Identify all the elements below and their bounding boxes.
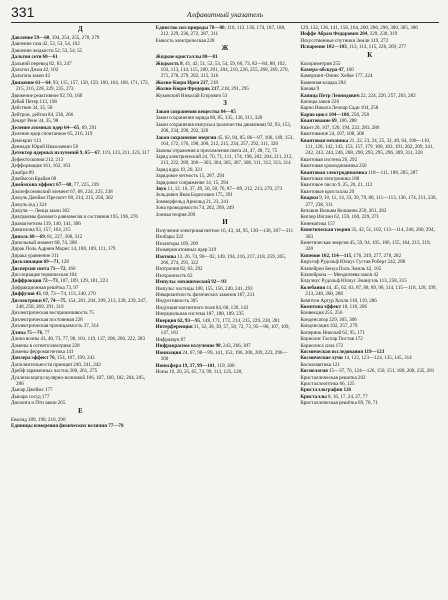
index-entry-pages: Кинематика 157 [300,220,336,227]
index-entry-term: Диэлектрики 67, 74—75 [11,297,66,304]
index-entry-pages: Изомерия атомных ядер 319 [155,247,217,254]
index-entry-pages: Конденсация 102, 257, 279 [300,323,358,330]
index-entry-pages: 24, 67, 98—99, 141, 152, 196, 200, 209, 223, 296—300 [160,349,288,363]
index-entry-pages: 15—37, 76, 124—126, 150, 151, 188, 200, 235, 281 [327,368,435,375]
index-entry-pages: , 154, 187, 199, 243 [54,355,95,362]
index-entry-pages: , 77, 225, 239 [71,182,99,189]
index-entry-pages: , 194, 254, 255, 278, 279 [49,35,100,41]
index-entry-pages: Дрейф заряженных частиц 260, 261, 275 [11,368,98,375]
index-entry-term: Изотопы [155,253,177,260]
index-entry-pages: Джозефсоновский элемент 67, 68, 224, 225, 238 [11,188,113,195]
index-entry-term: Камера-обскура 47 [300,67,344,74]
index-entry-pages: Зарядовое четность 15, 287, 294 [155,173,225,180]
index-entry-pages: Диамагнетизм 139, 140, 141, 306 [11,220,81,227]
index-entry [11,375,150,388]
index-entry-pages: Изотропия 82, 83, 292 [155,266,203,273]
index-entry-pages: Кинетическая энергия 45, 59, 94, 105, 106, 155, 164, 213, 319, 320 [300,240,431,253]
index-entry [11,400,150,406]
index-entry [156,38,295,44]
index-entry-pages: Конденсатор 229, 305, 306 [300,316,357,323]
index-entry-pages: Емкость электрическая 228 [155,37,215,44]
index-entry-pages: 11, 12, 16, 37, 49, 50, 58, 76, 87—89, 212, 213, 270, 273 [166,185,283,192]
index-entry-term: Джеймсона эффект 67—68 [11,182,72,189]
index-entry [156,25,295,38]
index-entry [300,227,439,240]
index-entry-pages: Дьюара сосуд 177 [11,393,50,400]
index-entry-pages: 22, 224, 226, 257, 263, 282 [359,92,416,99]
index-entry [156,135,295,148]
index-entry-pages: Кристаллооптика 66, 125 [300,380,355,387]
index-entry [11,298,150,311]
index-column-1 [11,25,150,429]
index-entry-pages: 45, 62, 84, 85, 86—87, 106, 149, 153, 164, 172, 176, 198, 200, 212, 215, 234, 257, 292, 311, 320 [160,134,294,148]
index-entry-term: Доплера эффект 76 [11,355,55,362]
index-entry-term: Диполь 68—69 [11,233,45,240]
index-entry-term: Интерференция [155,324,193,331]
index-entry [156,350,295,363]
index-entry-pages: Дефформация 161, 162, 163 [11,163,71,170]
index-entry-pages: 9, 10, 11, 14, 33, 39, 79, 80, 111—113, 136, 174, 211, 230, 277, 238, 311 [305,195,437,208]
index-entry-term: Деление атомных ядер 64—65 [11,124,80,131]
index-entry-pages: Капицы закон 226 [300,99,340,106]
index-entry-term: Испарение 102—103 [300,44,347,51]
index-entry-pages: Коперник Николай 62, 95, 171 [300,329,365,336]
index-entry-term: Инфракрасное излучение 98 [155,343,221,350]
index-entry-term: Диффузия 43 [11,291,41,298]
index-entry [11,423,150,429]
index-entry-pages: , 69, 291 [79,124,97,131]
index-entry-term: Давление 59—60 [11,35,50,41]
index-entry-term: Жолио-Кюри Фредерик 217 [155,86,219,93]
index-entry-pages: Зоммерфельд Арнольд 21, 23, 241 [155,198,229,205]
index-entry-pages: Ионы 19, 20, 25, 65, 74, 99, 113, 125, 128, [155,368,243,375]
index-entry-pages: Дирака уравнение 311 [11,252,59,259]
index-entry-pages: Диссоциация термическая 104 [11,272,77,279]
index-entry-pages: Индукция магнитного поля 64, 68, 139, 143 [155,304,249,311]
index-entry-pages: , 119, 300 [214,362,235,369]
index-entry [300,285,439,298]
index-entry-term: Иоффе Абрам Федорович 204 [300,31,368,38]
index-entry-pages: Декарт Рене 34, 35, 98 [11,118,59,125]
index-entry-pages: , 154, 201, 204, 209, 213, 228, 239, 247, 248, 258, 269, 291, 319 [16,297,147,311]
index-entry-pages: Джоуля — Ленца закон 302 [11,207,70,214]
index-entry-pages: Зарядовое сопряжение 14, 15, 294 [155,179,229,186]
index-entry [156,61,295,80]
index-entry-pages: Заряд электрический 24, 70, 71, 111, 174, 198, 202, 204, 211, 212, 213, 222, 289, 300—303, 304, 305, 307, 308, 311, 312, 313, 314 [155,153,293,167]
index-entry-pages: , 229, 230, 319 [367,31,398,38]
index-entry-pages: 110—111, 188, 205, 287 [367,169,418,176]
index-entry-pages: 14, 122, 123—124, 135, 145, 314 [342,355,412,362]
index-entry-pages: Дейтрон, дейтон 84, 236, 266 [11,111,74,118]
index-entry-pages: Квантовая система 26, 292 [300,156,358,163]
index-entry-term: Движение 61—64 [11,79,51,86]
running-head: Алфавитный указатель [186,10,264,19]
index-entry-pages: Заряд ядра 19, 20, 321 [155,166,203,173]
index-entry-pages: Искусственные спутники Земли 119, 272 [300,37,389,44]
index-entry-term: Дисперсия света 71—72 [11,265,66,272]
index-entry-pages: Дивизиона 93, 157, 164, 215 [11,227,71,234]
index-entry-term: Звук [155,185,167,192]
index-entry-pages: Демокрит 113 [11,137,42,144]
index-entry-pages: Квантовое число 9, 25, 20, 21, 112 [300,182,373,189]
page-number: 331 [11,4,35,20]
index-entry-pages: Кориолис Гаспар Гюстав 172 [300,336,363,343]
index-entry-pages: Диэлектрическая восприимчивость 75 [11,310,94,317]
index-entry-pages: Индуктивность 305 [155,298,198,305]
index-entry-term: Колебания [300,284,326,291]
index-letter-heading: Ж [221,45,229,53]
index-entry-pages: Инфразвук 87 [155,336,186,343]
index-entry-pages: Комптон Артур Холли 118, 119, 286 [300,297,377,304]
index-entry-pages: Зонная теория 209 [155,211,196,218]
index-entry-pages: , 218 [207,79,218,86]
index-entry-pages: Канава 9 [300,86,320,93]
index-entry-pages: , 176, 249, 277, 278, 282 [351,252,402,259]
index-entry-pages: Джоуль (ед.) 324 [11,201,47,208]
index-column-3 [300,25,439,429]
index-entry-pages: Закон сохранения импульса (количества движения) 92, 93, 153, 200, 234, 290, 292, 320 [155,121,292,135]
index-entry-pages: Карно Никола Леонар Сади 104, 258 [300,105,379,112]
page-header [11,4,439,22]
index-entry [156,212,295,218]
index-entry [300,138,439,157]
index-entry-pages: Клапейрон Бенуа Поль Эмиль 42, 105 [300,265,382,272]
index-letter-heading: Д [77,26,83,33]
index-entry-pages: Зельдович Яков Борисович 175, 291 [155,192,233,199]
index-entry-pages: , 148, 171, 172, 214, 215, 229, 230, 281 [200,317,280,324]
index-entry-pages: Квантовая хромодинамика 250 [300,163,367,170]
index-entry [156,369,295,375]
index-entry-pages: Дополнительности принцип 240, 241, 242 [11,361,101,368]
index-entry-term: Дисклинация 69—71 [11,259,59,266]
index-entry [300,240,439,253]
index-entry-pages: Джеймсон Брайан 68 [11,175,57,182]
index-entry-pages: 31, 32, 38, 39, 57, 58, 72, 73, 95—98, 107, 109, 147, 181 [160,324,290,337]
index-entry-pages: 13, 26, 74, 90—92, 149, 194, 216, 217, 218, 259, 265, 266, 274, 291, 322 [160,253,286,266]
index-entry-pages: Изобары 322 [155,234,184,241]
index-entry-term: Жидкие кристаллы 80—81 [155,54,218,61]
index-entry-pages: Дальтон Джон 42, 102 [11,67,59,74]
index-entry-pages: Дифракционная решётка 73, 97 [11,284,79,291]
index-entry-pages: Деннадж Юрий Николаевич 58 [11,143,79,150]
index-entry-term: Кварки [300,195,319,202]
index-entry [156,93,295,99]
index-entry-pages: Диаграммы фазового равновесия и состояния 195, 196, 276 [11,214,138,221]
index-entry-pages: Инвариантность физических законов 187, 231 [155,292,255,299]
index-entry-pages: Изохронность 62 [155,272,193,279]
index-entry-pages: 18, 118, 286 [341,304,368,311]
index-entry-pages: 21, 22, 23, 24, 25, 32, 40, 64, 106—110, 111, 128, 142, 143, 153, 157, 179, 180, 182, 191, 202, 209, 241, 242, 243, 244, 246, 288, 290, 293, 295, 296, 309, 311, 320 [305,137,434,157]
index-entry-pages: Дипольный момент 68, 74, 308 [11,240,77,246]
index-entry-pages: Давление жидкости 52, 53, 54, 55 [11,47,83,54]
index-entry-pages: Дальтона закон 42 [11,73,51,80]
index-entry [300,400,439,406]
index-entry-term: Кристаллы [300,393,327,400]
index-entry-term: Космические лучи [300,355,343,362]
index-entry-pages: Кристаллическая решётка 69, 70, 71 [300,400,378,407]
index-entry-pages: , 113, 114, 115, 226, 269, 277 [346,44,407,51]
index-entry-term: Единицы измерения физических величин 77—78 [11,422,124,429]
index-entry-pages: Кеплер Иоганн 62, 159, 160, 229, 271 [300,214,380,221]
index-entry-term: Закон сохранения вещества 84—85 [155,109,236,116]
index-entry-pages: Изоляторы 169, 209 [155,240,199,247]
index-entry-term: Кипение 102, 114—115 [300,252,352,259]
index-entry-term: Длина 75—76 [11,329,43,336]
index-entry-pages: , 41, 42, 51, 52, 53, 54, 59, 60, 73, 82—84, 88, 102, 103, 113, 114, 115, 200, 201, 204, 210, 226, 255, 268, 269, 270, 271, 278, 279, 282, 315, 316 [160,60,289,80]
index-entry-pages: Дьюар Джеймс 177 [11,387,53,394]
index-entry-pages: , 160 [65,265,76,272]
index-entry-term: Космология [300,368,328,375]
index-entry-term: Ионосфера 19, 37, 99—101 [155,362,215,369]
index-entry-term: Космическая исследования 119—123 [300,348,385,355]
index-entry-pages: Космонавтика 121 [300,361,340,368]
index-entry-pages: Давление газа 42, 52, 53, 54, 102 [11,41,80,48]
index-entry-pages: Диэлектрическая постоянная 228 [11,316,83,323]
index-entry-term: Импульс механический 92—93 [155,279,227,286]
index-entry-pages: , 77 [42,329,50,336]
index-entry [300,44,439,50]
index-entry [156,324,295,337]
index-entry-term: Кристаллография 126 [300,387,352,394]
index-entry-pages: , 106, 288 [336,118,357,125]
index-entry-term: Дальтон сети 60—61 [11,54,58,61]
index-entry-pages: Джабра 89 [11,169,34,176]
index-entry-pages: Импульс частицы 108, 155, 156, 240, 241, 293 [155,285,253,292]
index-entry-pages: Квант 20, 107, 120, 194, 222, 283, 286 [300,124,380,131]
index-entry-term: Комптона эффект [300,304,342,311]
index-entry-pages: Дюлонга и Пти закон 265 [11,400,66,407]
index-entry-pages: 129, 132, 136, 141, 156, 164, 200, 266, 296, 300, 305, 306 [300,25,418,31]
index-entry-pages: Действие 34, 35, 58 [11,105,53,112]
index-entry [156,154,295,167]
index-entry-pages: Диэлектрическая проницаемость 37, 314 [11,323,99,330]
index-entry-pages: 35, 42, 51, 102, 113—114, 246, 280, 294, 303 [305,227,435,240]
index-letter-heading: З [223,100,227,108]
index-entry-term: Единство сил природы 78—80 [155,25,225,31]
index-entry-pages: Калориметрия 255 [300,60,341,67]
index-entry-term: Кинетическая теория [300,227,351,234]
index-entry-pages: 8, 16, 17, 24, 27, 77 [326,393,368,400]
index-entry-pages: Кристаллическая решетка 202 [300,374,366,381]
index-entry-pages: Дебай Петер 113, 198 [11,99,57,106]
index-entry-pages: Дефектоскопия 212, 213 [11,156,64,163]
index-column-2 [156,25,295,429]
index-entry-term: Карно цикл 104—106 [300,111,350,118]
index-entry [156,254,295,267]
index-entry-pages: , 93, 115, 157, 158, 159, 160, 164, 168, 171, 172, 215, 216, 228, 229, 235, 273 [16,79,149,93]
index-entry-pages: Дуализм корпускулярно-волновой 106, 107, 160, 182, 204, 205, 286 [11,374,145,387]
index-letter-heading: Е [78,407,83,415]
index-entry-pages: , 119, 123, 211, 223, 317 [99,150,150,157]
index-entry-pages: Излучение электромагнитное 16, 43, 44, 95, 130—138, 307—311 [155,227,294,234]
index-entry-pages: Джоуль Джеймс Прескотт 80, 214, 215, 258, 302 [11,195,114,202]
index-entry-term: Закон сохранения энергии [155,134,217,141]
index-entry-pages: , 81, 227, 308, 312 [44,233,83,240]
index-entry-pages: Длина волны 43, 46, 73, 77, 98, 101, 119, 137, 206, 206, 222, 283 [11,336,145,343]
index-entry-pages: Евклид 189, 190, 210, 290 [11,416,66,423]
index-entry-term: Квантовая электродинамика [300,169,368,176]
index-entry-pages: Закон сохранения заряда 80, 85, 135, 136, 311, 320 [155,115,263,122]
index-entry-pages: Деление ядер спонтанное 65, 216, 319 [11,131,93,138]
index-letter-heading: К [367,51,373,59]
index-entry-pages: , 128 [58,259,69,266]
index-entry-pages: Камерлинг-Оннес Хейке 177, 224 [300,73,373,80]
index-entry-pages: , 218, 291, 295 [218,86,249,93]
index-entry-pages: Домены ферромагнетика 141 [11,348,74,355]
index-entry-pages: Инерциальная система 187, 188, 189, 235 [155,311,244,318]
index-entry-pages: Дальний перевод 82, 83, 247 [11,60,72,67]
index-entry-pages: Зона проводимости 74, 202, 209, 249 [155,205,234,212]
index-entry-term: Детектор ядерных излучений 9, 65—67 [11,150,100,157]
index-entry-pages: Кельвин Вильям Кельвина 258, 261, 282 [300,207,387,214]
index-entry-pages: , 110, 113, 136, 174, 187, 188, 212, 229, 236, 272, 287, 311 [160,25,286,38]
index-entry-pages: , 243, 266, 307 [220,343,251,350]
index-entry-pages: 44, 45, 62, 63, 87, 88, 89, 96, 114, 115—118, 128, 199, 213, 248, 260, 288 [305,284,437,298]
index-entry-pages: Дирак Поль Адриен Морис 14, 108, 109, 111, 179 [11,246,116,253]
index-entry-term: Капица Петр Леонидович [300,92,360,99]
index-entry-pages: Клаузиус Рудольф Юлиус Эмануэль 113, 258, 315 [300,278,407,285]
index-entry [300,195,439,208]
index-entry-pages: , 69, 73—74, 113, 240, 270 [40,291,96,298]
index-entry-pages: Конвекция 255, 256 [300,310,343,317]
index-entry-pages: Движение реактивное 92, 93, 168 [11,92,83,99]
index-entry-pages: Квантовая электроника 188 [300,175,360,182]
index-entry-pages: Кирхгоф Рудольф Юлиус Густав Роберт 242, 288 [300,259,406,266]
index-letter-heading: И [222,218,228,226]
index-entry-pages: Квантование 24, 107, 108, 306 [300,131,365,138]
index-entry-pages: , 107, 109, 129, 181, 223 [57,278,108,285]
index-entry-pages: Домены в сегнетоэлектрике 228 [11,342,80,349]
index-entry-term: Инерция 62, 93—95 [155,317,201,324]
index-entry-pages: Жуковский Николай Егорович 53 [155,92,228,99]
index-entry-pages: , 180 [343,67,354,74]
index-entry-pages: Квантовые кристаллы 20 [300,188,355,195]
index-entry-term: Диффракция 72—73 [11,278,58,285]
index-entry-pages: Каменная кладка 284 [300,79,346,86]
index-entry-term: Квантовая механика [300,137,349,144]
index-entry [11,80,150,93]
header-rule [11,22,439,23]
index-entry-term: Жолио-Кюри Ирен 217 [155,79,208,86]
index-columns [11,25,439,429]
index-entry-pages: Законы отражения и преломления света 24, 47, 48, 72, 75 [155,147,278,154]
index-entry-term: Ионизация [155,349,182,356]
index-entry-pages: , 256, 258 [349,111,370,118]
index-entry [156,122,295,135]
index-entry-pages: Кориолиса сила 172 [300,342,344,349]
index-entry-term: Жидкость 8 [155,60,183,67]
index-entry-term: Квантование 69 [300,118,337,125]
index-entry-pages: Клапейрона — Менделеева закон 42 [300,272,379,279]
